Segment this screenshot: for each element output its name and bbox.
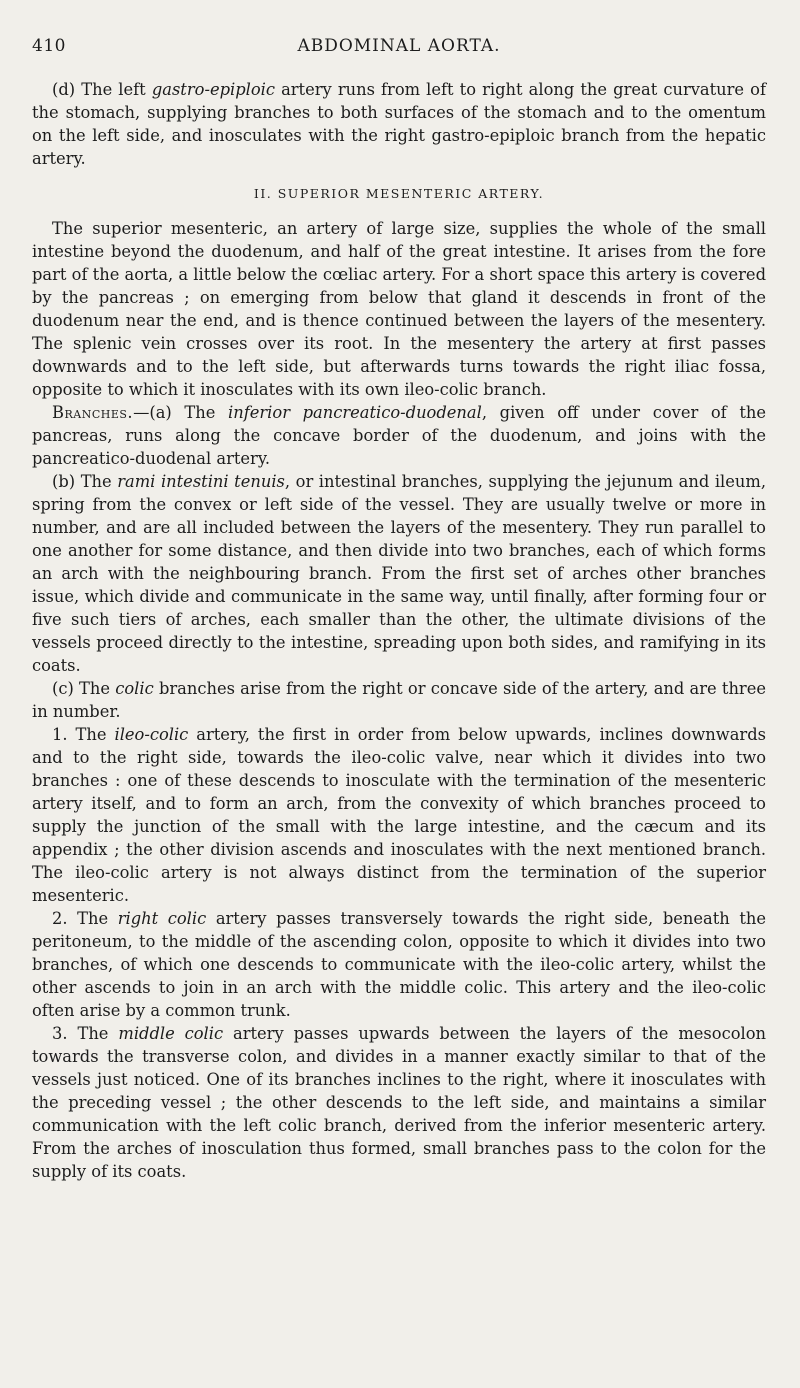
section-heading: II. SUPERIOR MESENTERIC ARTERY. <box>253 186 545 201</box>
paragraph-right-colic: 2. The right colic artery passes transversely towards the right side, beneath the peritoneum, to the middle of the ascending colon, opposite to which it divides into two branches, of which one descends to communicate with the ileo-colic artery, whilst the other ascends to join in an arch with the middle colic. This artery and the ileo-colic often arise by a common trunk. <box>32 909 766 1020</box>
paragraph-ileo-colic: 1. The ileo-colic artery, the first in order from below upwards, inclines downwards and to the right side, towards the ileo-colic valve, near which it divides into two branches : one of these descends to inosculate with the termination of the mesenteric artery itself, and to form an arch, from the convexity of which branches proceed to supply the junction of the small with the large intestine, and the cæcum and its appendix ; the other division ascends and inosculates with the next mentioned branch. The ileo-colic artery is not always distinct from the termination of the superior mesenteric. <box>32 725 766 905</box>
term-gastro-epiploic: gastro-epiploic <box>151 80 275 99</box>
branches-lead: Branches. <box>52 403 134 422</box>
paragraph-gastro-epiploic: (d) The left gastro-epiploic artery runs from left to right along the great curvature of the stomach, supplying branches to both surfaces of the stomach and to the omentum on the left side, and inosculates with the right gastro-epiploic branch from the hepatic artery. <box>32 80 766 168</box>
term-rami-intestini-tenuis: rami intestini tenuis <box>117 472 285 491</box>
running-head <box>32 30 766 60</box>
page-number: 410 <box>32 36 66 56</box>
term-ileo-colic: ileo-colic <box>114 725 189 744</box>
running-title: ABDOMINAL AORTA. <box>297 36 501 56</box>
paragraph-branches-b: (b) The rami intestini tenuis, or intestinal branches, supplying the jejunum and ileum, spring from the convex or left side of the vessel. They are usually twelve or more in number, and are all included between the layers of the mesentery. They run parallel to one another for some distance, and then divide into two branches, each of which forms an arch with the neighbouring branch. From the first set of arches other branches issue, which divide and communicate in the same way, until finally, after forming four or five such tiers of arches, each smaller than the other, the ultimate divisions of the vessels proceed directly to the intestine, spreading upon both sides, and ramifying in its coats. <box>32 472 766 675</box>
paragraph-middle-colic: 3. The middle colic artery passes upwards between the layers of the mesocolon towards the transverse colon, and divides in a manner exactly similar to that of the vessels just noticed. One of its branches inclines to the right, where it inosculates with the preceding vessel ; the other descends to the left side, and maintains a similar communication with the left colic branch, derived from the inferior mesenteric artery. From the arches of inosculation thus formed, small branches pass to the colon for the supply of its coats. <box>32 1024 766 1181</box>
term-middle-colic: middle colic <box>118 1024 224 1043</box>
paragraph-branches-c: (c) The colic branches arise from the right or concave side of the artery, and are three in number. <box>32 679 766 721</box>
paragraph-branches-a: Branches.—(a) The inferior pancreatico-duodenal, given off under cover of the pancreas, runs along the concave border of the duodenum, and joins with the pancreatico-duodenal artery. <box>32 403 767 468</box>
paragraph-superior-mesenteric: The superior mesenteric, an artery of large size, supplies the whole of the small intestine beyond the duodenum, and half of the great intestine. It arises from the fore part of the aorta, a little below the cœliac artery. For a short space this artery is covered by the pancreas ; on emerging from below that gland it descends in front of the duodenum near the end, and is thence continued between the layers of the mesentery. The splenic vein crosses over its root. In the mesentery the artery at first passes downwards and to the left side, but afterwards turns towards the right iliac fossa, opposite to which it inosculates with its own ileo-colic branch. <box>32 219 766 399</box>
term-right-colic: right colic <box>117 909 207 928</box>
term-inferior-pancreatico-duodenal: inferior pancreatico-duodenal <box>228 403 482 422</box>
term-colic: colic <box>115 679 154 698</box>
